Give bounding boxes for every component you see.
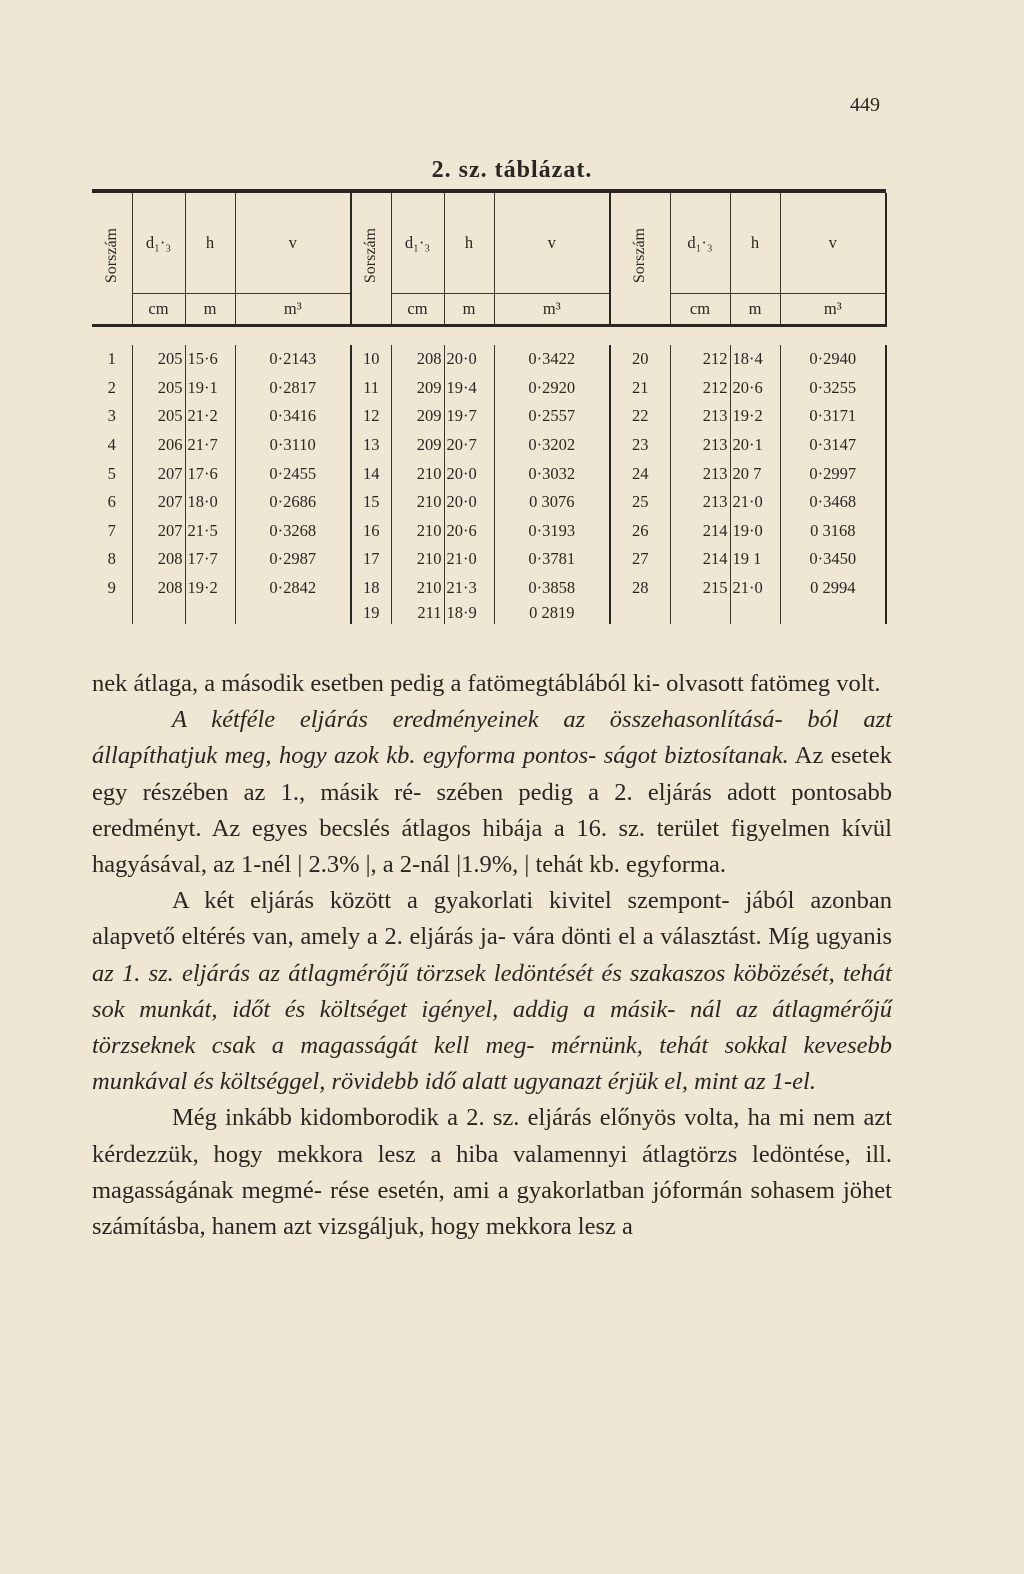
cell-volume xyxy=(235,602,351,624)
page-number: 449 xyxy=(850,94,880,116)
cell-sorszam: 14 xyxy=(351,459,391,488)
cell-height: 19·2 xyxy=(185,574,235,603)
unit-m: m xyxy=(730,294,780,326)
cell-height: 21·2 xyxy=(185,402,235,431)
cell-diameter: 210 xyxy=(391,574,444,603)
cell-height: 20 7 xyxy=(730,459,780,488)
cell-volume: 0·3032 xyxy=(494,459,610,488)
cell-sorszam: 8 xyxy=(107,549,116,569)
cell-diameter: 213 xyxy=(670,488,730,517)
cell-sorszam: 20 xyxy=(610,345,670,374)
cell-sorszam: 25 xyxy=(610,488,670,517)
cell-sorszam: 5 xyxy=(107,463,116,483)
table-row xyxy=(92,545,886,574)
cell-volume: 0·3147 xyxy=(780,431,886,460)
header-diameter: d₁·₃ xyxy=(391,193,444,294)
header-height: h xyxy=(444,193,494,294)
paragraph-4: Még inkább kidomborodik a 2. sz. eljárás előnyös volta, ha mi nem azt kérdezzük, hogy mekkora lesz a hiba valamennyi átlagtörzs ledöntése, ill. magasságának megmé- rése esetén, ami a gyakorlatban jóformán sohasem jöhet számításba, hanem azt vizsgáljuk, hogy mekkora lesz a xyxy=(92,1104,892,1241)
cell-volume: 0·3858 xyxy=(494,574,610,603)
cell-sorszam: 16 xyxy=(351,517,391,546)
cell-sorszam: 10 xyxy=(351,345,391,374)
table-row xyxy=(92,574,886,603)
cell-height: 19·2 xyxy=(730,402,780,431)
cell-volume: 0·2817 xyxy=(235,374,351,403)
cell-diameter: 209 xyxy=(391,402,444,431)
cell-sorszam: 3 xyxy=(107,406,116,426)
table-title: 2. sz. táblázat. xyxy=(431,157,593,183)
cell-volume: 0·3110 xyxy=(235,431,351,460)
cell-sorszam: 28 xyxy=(610,574,670,603)
cell-height: 21·3 xyxy=(444,574,494,603)
cell-sorszam: 13 xyxy=(351,431,391,460)
cell-diameter xyxy=(670,602,730,624)
cell-diameter: 208 xyxy=(391,345,444,374)
cell-height: 20·0 xyxy=(444,488,494,517)
cell-height: 19 1 xyxy=(730,545,780,574)
cell-height: 21·7 xyxy=(185,431,235,460)
cell-height: 17·7 xyxy=(185,545,235,574)
cell-volume xyxy=(780,602,886,624)
cell-diameter xyxy=(132,602,185,624)
cell-sorszam: 7 xyxy=(107,520,116,540)
table-row xyxy=(92,459,886,488)
header-sorszam: Sorszám xyxy=(351,193,391,326)
cell-volume: 0·3468 xyxy=(780,488,886,517)
unit-cm: cm xyxy=(391,294,444,326)
cell-sorszam xyxy=(610,602,670,624)
cell-height: 18·4 xyxy=(730,345,780,374)
cell-sorszam: 17 xyxy=(351,545,391,574)
cell-volume: 0·2987 xyxy=(235,545,351,574)
table-row xyxy=(92,402,886,431)
cell-volume: 0·2940 xyxy=(780,345,886,374)
cell-sorszam: 21 xyxy=(610,374,670,403)
unit-m: m xyxy=(185,294,235,326)
cell-height: 20·6 xyxy=(730,374,780,403)
cell-sorszam: 15 xyxy=(351,488,391,517)
cell-height: 18·0 xyxy=(185,488,235,517)
cell-volume: 0·3193 xyxy=(494,517,610,546)
paragraph-2-italic: A kétféle eljárás eredményeinek az összehasonlításá- ból azt állapíthatjuk meg, hogy azok kb. egyforma pontos- ságot biztosítanak. xyxy=(92,706,892,770)
unit-m3: m³ xyxy=(780,294,886,326)
cell-diameter: 208 xyxy=(132,545,185,574)
cell-diameter: 207 xyxy=(132,488,185,517)
cell-height: 20·7 xyxy=(444,431,494,460)
cell-volume: 0·2842 xyxy=(235,574,351,603)
cell-height: 19·0 xyxy=(730,517,780,546)
cell-diameter: 205 xyxy=(132,374,185,403)
unit-m: m xyxy=(444,294,494,326)
cell-diameter: 210 xyxy=(391,459,444,488)
header-height: h xyxy=(730,193,780,294)
cell-sorszam: 19 xyxy=(351,602,391,624)
cell-height: 21·0 xyxy=(730,574,780,603)
cell-sorszam: 18 xyxy=(351,574,391,603)
cell-sorszam: 4 xyxy=(107,435,116,455)
cell-height: 20·0 xyxy=(444,345,494,374)
cell-diameter: 208 xyxy=(132,574,185,603)
cell-volume: 0·3416 xyxy=(235,402,351,431)
table-row xyxy=(92,345,886,374)
paragraph-3-italic: az 1. sz. eljárás az átlagmérőjű törzsek ledöntését és szakaszos köbözését, tehát sok munkát, időt és költséget igényel, addig a másik- nál az átlagmérőjű törzseknek csak a magasságát kell meg- mérnünk, tehát sokkal kevesebb munkával és költséggel, rövidebb idő alatt ugyanazt érjük el, mint az 1-el. xyxy=(92,959,892,1096)
cell-diameter: 211 xyxy=(391,602,444,624)
cell-diameter: 210 xyxy=(391,545,444,574)
cell-sorszam: 24 xyxy=(610,459,670,488)
cell-volume: 0 3076 xyxy=(494,488,610,517)
cell-diameter: 214 xyxy=(670,545,730,574)
cell-height: 15·6 xyxy=(185,345,235,374)
cell-diameter: 210 xyxy=(391,517,444,546)
header-volume: v xyxy=(494,193,610,294)
unit-cm: cm xyxy=(670,294,730,326)
cell-sorszam: 23 xyxy=(610,431,670,460)
cell-diameter: 209 xyxy=(391,431,444,460)
cell-diameter: 207 xyxy=(132,459,185,488)
paragraph-2 xyxy=(92,702,892,883)
table-row xyxy=(92,431,886,460)
cell-diameter: 212 xyxy=(670,345,730,374)
unit-cm: cm xyxy=(132,294,185,326)
cell-volume: 0·3781 xyxy=(494,545,610,574)
cell-diameter: 214 xyxy=(670,517,730,546)
cell-sorszam: 26 xyxy=(610,517,670,546)
cell-diameter: 205 xyxy=(132,345,185,374)
cell-height: 20·0 xyxy=(444,459,494,488)
header-diameter: d₁·₃ xyxy=(132,193,185,294)
cell-sorszam: 6 xyxy=(107,492,116,512)
cell-diameter: 205 xyxy=(132,402,185,431)
table-row xyxy=(92,517,886,546)
table-row xyxy=(92,602,886,624)
unit-m3: m³ xyxy=(235,294,351,326)
cell-height: 20·6 xyxy=(444,517,494,546)
cell-height: 21·0 xyxy=(444,545,494,574)
cell-sorszam: 2 xyxy=(107,377,116,397)
cell-height: 19·7 xyxy=(444,402,494,431)
table-row xyxy=(92,488,886,517)
cell-volume: 0 2994 xyxy=(780,574,886,603)
cell-volume: 0 3168 xyxy=(780,517,886,546)
cell-volume: 0·2557 xyxy=(494,402,610,431)
paragraph-1: nek átlaga, a második esetben pedig a fatömegtáblából ki- olvasott fatömeg volt. xyxy=(92,670,881,697)
cell-sorszam: 1 xyxy=(107,349,116,369)
paragraph-2-rest: Az esetek egy részében az 1., másik ré- szében pedig a 2. eljárás adott pontosabb eredményt. Az egyes becslés átlagos hibája a 16. sz. terület figyelmen kívül hagyásával, az 1-nél | 2.3% |, a 2-nál |1.9%, | tehát kb. egyforma. xyxy=(92,742,892,879)
cell-volume: 0·3171 xyxy=(780,402,886,431)
cell-diameter: 215 xyxy=(670,574,730,603)
cell-volume: 0·2997 xyxy=(780,459,886,488)
cell-volume: 0 2819 xyxy=(494,602,610,624)
cell-height: 19·4 xyxy=(444,374,494,403)
cell-diameter: 207 xyxy=(132,517,185,546)
cell-diameter: 213 xyxy=(670,402,730,431)
cell-diameter: 209 xyxy=(391,374,444,403)
cell-sorszam: 9 xyxy=(107,578,116,598)
cell-height: 19·1 xyxy=(185,374,235,403)
cell-volume: 0·3255 xyxy=(780,374,886,403)
cell-diameter: 210 xyxy=(391,488,444,517)
cell-volume: 0·2920 xyxy=(494,374,610,403)
cell-sorszam: 27 xyxy=(610,545,670,574)
cell-volume: 0·2686 xyxy=(235,488,351,517)
cell-diameter: 206 xyxy=(132,431,185,460)
cell-height xyxy=(185,602,235,624)
cell-height xyxy=(730,602,780,624)
unit-m3: m³ xyxy=(494,294,610,326)
table-row xyxy=(92,374,886,403)
header-volume: v xyxy=(780,193,886,294)
data-table xyxy=(92,189,886,624)
paragraph-3-start: A két eljárás között a gyakorlati kivitel szempont- jából azonban alapvető eltérés van, amely a 2. eljárás ja- vára dönti el a választást. Míg ugyanis xyxy=(92,887,892,951)
header-sorszam: Sorszám xyxy=(610,193,670,326)
cell-diameter: 213 xyxy=(670,431,730,460)
body-text xyxy=(92,666,892,1245)
cell-volume: 0·3268 xyxy=(235,517,351,546)
cell-height: 20·1 xyxy=(730,431,780,460)
cell-volume: 0·2143 xyxy=(235,345,351,374)
cell-volume: 0·3202 xyxy=(494,431,610,460)
cell-diameter: 212 xyxy=(670,374,730,403)
cell-height: 21·5 xyxy=(185,517,235,546)
cell-sorszam: 11 xyxy=(351,374,391,403)
header-height: h xyxy=(185,193,235,294)
cell-height: 21·0 xyxy=(730,488,780,517)
cell-diameter: 213 xyxy=(670,459,730,488)
cell-sorszam: 12 xyxy=(351,402,391,431)
cell-sorszam: 22 xyxy=(610,402,670,431)
cell-height: 18·9 xyxy=(444,602,494,624)
header-diameter: d₁·₃ xyxy=(670,193,730,294)
paragraph-3 xyxy=(92,883,892,1100)
header-volume: v xyxy=(235,193,351,294)
cell-height: 17·6 xyxy=(185,459,235,488)
cell-sorszam xyxy=(92,602,132,624)
header-sorszam: Sorszám xyxy=(102,228,120,284)
cell-volume: 0·3422 xyxy=(494,345,610,374)
cell-volume: 0·3450 xyxy=(780,545,886,574)
cell-volume: 0·2455 xyxy=(235,459,351,488)
